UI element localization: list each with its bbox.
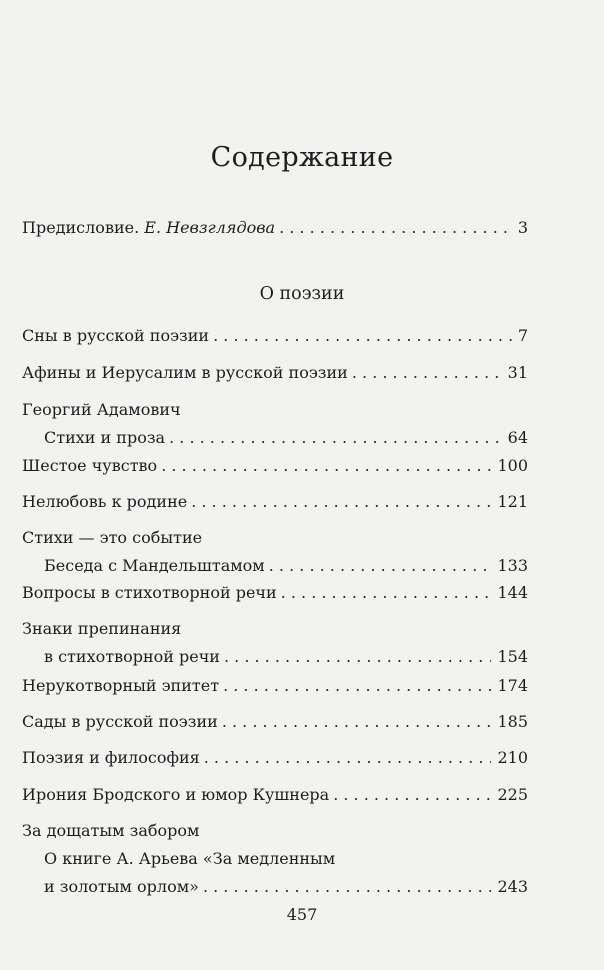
toc-entry	[22, 672, 528, 700]
entry-title: Стихи — это событие	[22, 528, 203, 547]
entry-title: Вопросы в стихотворной речи	[22, 583, 277, 602]
dot-leader	[169, 424, 502, 452]
entry-subtitle: О книге А. Арьева «За медленным	[44, 849, 336, 868]
toc-entry	[22, 708, 528, 736]
entry-title: Поэзия и философия	[22, 748, 200, 767]
section-title: О поэзии	[259, 284, 345, 304]
entry-subtitle: и золотым орлом»	[44, 877, 199, 896]
dot-leader	[269, 552, 492, 580]
page-number: 154	[497, 647, 528, 666]
dot-leader	[161, 452, 491, 480]
dot-leader	[223, 672, 491, 700]
dot-leader	[279, 214, 512, 242]
entry-title: Афины и Иерусалим в русской поэзии	[22, 363, 348, 382]
page-number: 243	[497, 877, 528, 896]
toc-entry	[22, 524, 528, 580]
dot-leader	[222, 708, 492, 736]
toc-entry	[22, 744, 528, 772]
entry-title: Сады в русской поэзии	[22, 712, 218, 731]
entry-title: Шестое чувство	[22, 456, 158, 475]
dot-leader	[213, 322, 512, 350]
preface-author: Е. Невзглядова	[144, 218, 276, 237]
toc-entry	[22, 579, 528, 607]
entry-title: За дощатым забором	[22, 821, 200, 840]
entry-title: Сны в русской поэзии	[22, 326, 210, 345]
page-number: 64	[507, 428, 528, 447]
toc-entry	[22, 396, 528, 452]
page-number: 225	[497, 785, 528, 804]
page-number: 210	[497, 748, 528, 767]
folio-page-number: 457	[286, 905, 318, 924]
page-number: 174	[497, 676, 528, 695]
toc-entry	[22, 817, 528, 901]
page-title: Содержание	[210, 142, 394, 173]
entry-subtitle: в стихотворной речи	[44, 647, 220, 666]
dot-leader	[224, 643, 491, 671]
toc-entry	[22, 359, 528, 387]
page-number: 121	[497, 492, 528, 511]
dot-leader	[191, 488, 491, 516]
page-number: 3	[517, 218, 528, 237]
toc-entry-preface	[22, 214, 528, 242]
dot-leader	[204, 744, 492, 772]
page-number: 31	[507, 363, 528, 382]
entry-subtitle: Стихи и проза	[44, 428, 166, 447]
entry-title: Нелюбовь к родине	[22, 492, 188, 511]
toc-entry	[22, 452, 528, 480]
entry-title: Нерукотворный эпитет	[22, 676, 220, 695]
toc-entry	[22, 322, 528, 350]
dot-leader	[281, 579, 492, 607]
page-number: 144	[497, 583, 528, 602]
entry-title: Знаки препинания	[22, 619, 182, 638]
dot-leader	[333, 781, 491, 809]
page-number: 100	[497, 456, 528, 475]
page-number: 133	[497, 556, 528, 575]
page-number: 185	[497, 712, 528, 731]
dot-leader	[203, 873, 492, 901]
entry-title: Ирония Бродского и юмор Кушнера	[22, 785, 330, 804]
dot-leader	[352, 359, 502, 387]
toc-entry	[22, 488, 528, 516]
preface-label: Предисловие.	[22, 218, 140, 237]
toc-entry	[22, 781, 528, 809]
page-number: 7	[517, 326, 528, 345]
entry-subtitle: Беседа с Мандельштамом	[44, 556, 265, 575]
toc-entry	[22, 615, 528, 671]
entry-title: Георгий Адамович	[22, 400, 181, 419]
